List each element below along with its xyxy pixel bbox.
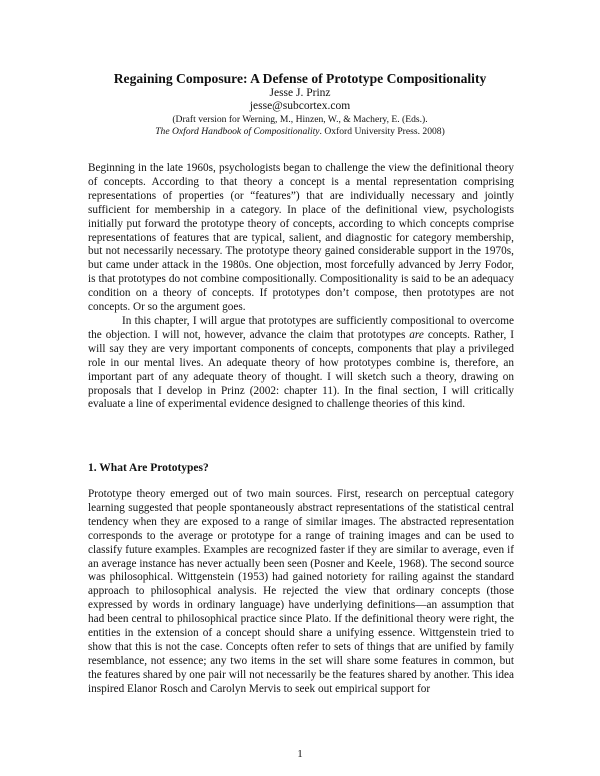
intro-paragraph-1: Beginning in the late 1960s, psychologists began to challenge the view the definitional theory of concepts. According to that theory a concept is a mental representation comprising representations of properties (or “features”) that are individually necessary and jointly sufficient for membership in a category. In place of the definitional view, psychologists initially put forward the prototype theory of concepts, according to which concepts comprise representations of features that are typical, salient, and diagnostic for category membership, but not necessarily necessary. The prototype theory gained considerable support in the 1970s, but came under attack in the 1980s. One objection, most forcefully advanced by Jerry Fodor, is that prototypes do not combine compositionally. Compositionality is said to be an adequacy condition on a theory of concepts. If prototypes don’t compose, then prototypes are not concepts. Or so the argument goes. (88, 162, 514, 314)
intro-paragraph-2-start: In this chapter, I will argue that prototypes are sufficiently compositional to overcome the objection. I will not, however, advance the claim that prototypes (88, 314, 514, 341)
publication-details: . Oxford University Press. 2008) (319, 126, 445, 137)
intro-section (88, 162, 514, 412)
draft-note: (Draft version for Werning, M., Hinzen, W., & Machery, E. (Eds.). (172, 114, 428, 125)
publication-line (0, 126, 600, 138)
section-1-body (88, 488, 514, 697)
paper-title: Regaining Composure: A Defense of Prototype Compositionality (113, 71, 487, 86)
author-email: jesse@subcortex.com (249, 100, 351, 112)
intro-paragraph-2-end: concepts. Rather, I will say they are very important components of concepts, components that play a privileged role in our mental lives. An adequate theory of how prototypes combine is, therefore, an important part of any adequate theory of thought. I will sketch such a theory, drawing on proposals that I develop in Prinz (2002: chapter 11). In the final section, I will critically evaluate a line of experimental evidence designed to challenge theories of this kind. (88, 328, 514, 411)
intro-paragraph-2-emphasis: are (409, 328, 424, 341)
author-name: Jesse J. Prinz (269, 87, 331, 99)
section-1-paragraph: Prototype theory emerged out of two main sources. First, research on perceptual category learning suggested that people spontaneously abstract representations of the statistical central tendency when they are exposed to a range of similar images. The abstracted representation corresponds to the average or prototype for a range of training images and can be used to classify future examples. Examples are recognized faster if they are similar to average, even if an average instance has never actually been seen (Posner and Keele, 1968). The second source was philosophical. Wittgenstein (1953) had gained notoriety for railing against the standard approach to philosophical analysis. He rejected the view that ordinary concepts (those expressed by words in ordinary language) have underlying definitions—an assumption that had been central to philosophical practice since Plato. If the definitional theory were right, the entities in the extension of a concept should share a unifying essence. Wittgenstein tried to show that this is not the case. Concepts often refer to sets of things that are unified by family resemblance, not essence; any two items in the set will share some features in common, but the features shared by one pair will not necessarily be the features shared by another. This idea inspired Elanor Rosch and Carolyn Mervis to seek out empirical support for (88, 488, 514, 695)
section-heading: 1. What Are Prototypes? (88, 462, 209, 474)
page-number: 1 (297, 748, 303, 760)
intro-paragraph-2 (88, 315, 514, 412)
publication-title: The Oxford Handbook of Compositionality (155, 126, 320, 137)
